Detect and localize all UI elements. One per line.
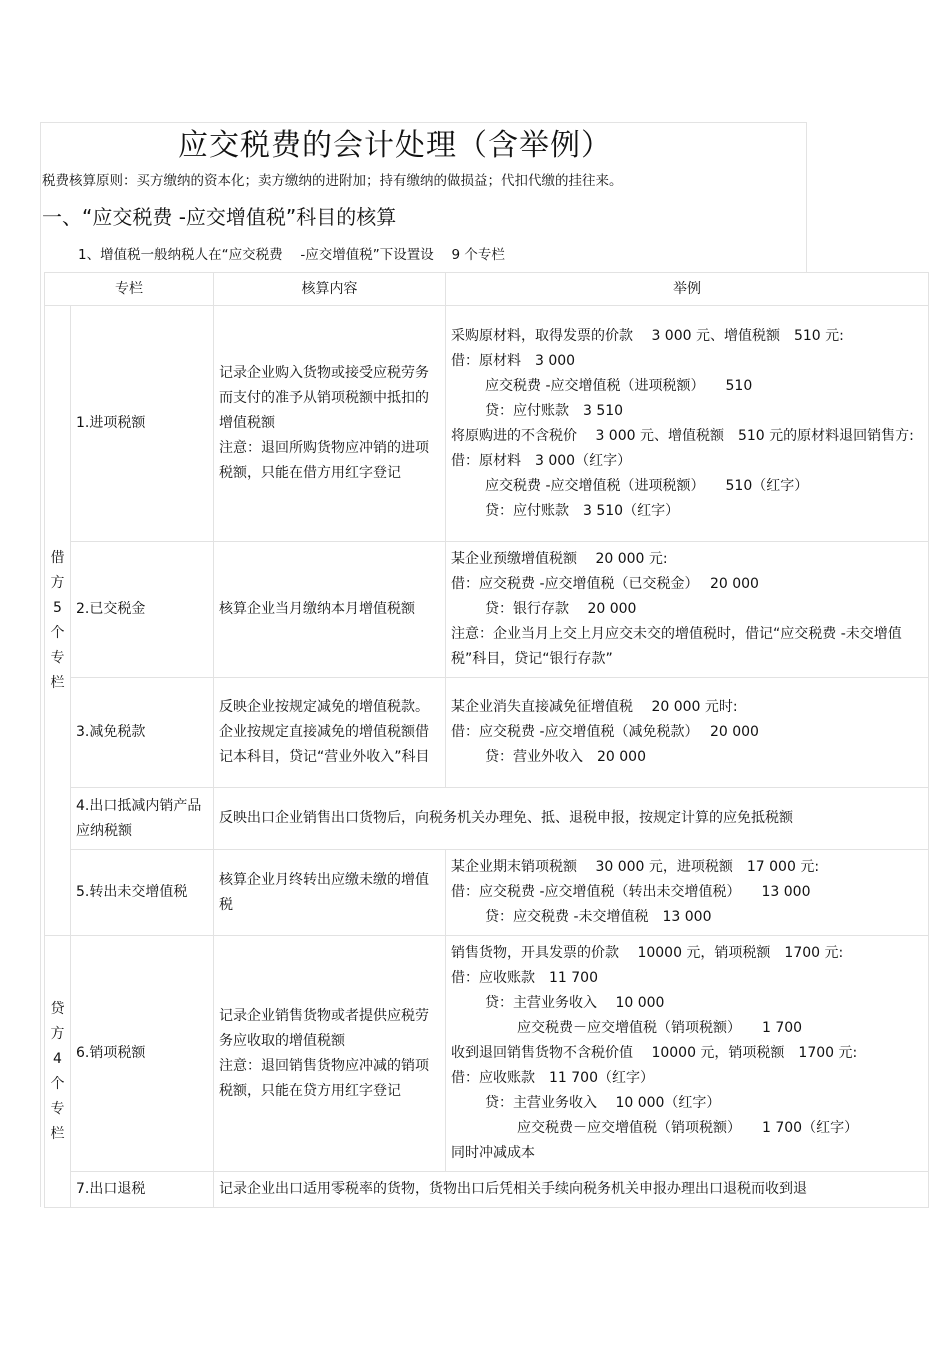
- row-content-text: 记录企业销售货物或者提供应税劳务应收取的增值税额 注意：退回销售货物应冲减的销项税额，只能在贷方用红字登记: [219, 1007, 429, 1099]
- table-row: [45, 936, 929, 1172]
- example-line: 应交税费 -应交增值税（进项税额） 510（红字）: [485, 477, 809, 494]
- example-line: 收到退回销售货物不含税价值 10000 元，销项税额 1700 元:: [451, 1045, 858, 1061]
- row-item: 6.销项税额: [71, 936, 214, 1172]
- example-line: 借：应收账款 11 700（红字）: [451, 1070, 654, 1086]
- example-line: 贷：营业外收入 20 000: [485, 749, 646, 765]
- row-content: 记录企业出口适用零税率的货物，货物出口后凭相关手续向税务机关申报办理出口退税而收到退: [214, 1172, 929, 1208]
- example-line: 应交税费 -应交增值税（进项税额） 510: [485, 377, 753, 394]
- group-credit-label: 贷方4个专栏: [50, 1000, 65, 1142]
- subsection-text: 1、增值税一般纳税人在“应交税费 -应交增值税”下设置设 9 个专栏: [78, 247, 505, 263]
- row-content: 反映出口企业销售出口货物后，向税务机关办理免、抵、退税申报，按规定计算的应免抵税额: [214, 788, 929, 850]
- row-item: 5.转出未交增值税: [71, 850, 214, 936]
- group-debit-label: 借方5个专栏: [50, 549, 65, 691]
- row-example: [446, 542, 929, 678]
- row-content: [214, 306, 446, 542]
- example-line: 采购原材料，取得发票的价款 3 000 元、增值税额 510 元:: [451, 327, 844, 344]
- section-heading: 一、“应交税费 -应交增值税”科目的核算: [42, 205, 397, 229]
- example-line: 贷：主营业务收入 10 000: [485, 995, 665, 1011]
- example-line: 借：原材料 3 000（红字）: [451, 452, 632, 469]
- example-line: 借：应交税费 -应交增值税（减免税款） 20 000: [451, 724, 759, 740]
- example-line: 应交税费－应交增值税（销项税额） 1 700: [517, 1020, 803, 1036]
- row-item: 4.出口抵减内销产品应纳税额: [71, 788, 214, 850]
- vat-accounts-table: [44, 272, 929, 1208]
- row-example: [446, 936, 929, 1172]
- row-example: [446, 850, 929, 936]
- table-row: [45, 678, 929, 788]
- group-credit: [45, 936, 71, 1208]
- example-line: 贷：主营业务收入 10 000（红字）: [485, 1095, 721, 1111]
- example-line: 贷：应付账款 3 510: [485, 402, 624, 419]
- table-row: [45, 788, 929, 850]
- row-content: 反映企业按规定减免的增值税款。企业按规定直接减免的增值税额借记本科目，贷记“营业外收入”科目: [214, 678, 446, 788]
- example-line: 销售货物，开具发票的价款 10000 元，销项税额 1700 元:: [451, 945, 844, 961]
- example-line: 将原购进的不含税价 3 000 元、增值税额 510 元的原材料退回销售方:: [451, 427, 914, 444]
- table-row: [45, 1172, 929, 1208]
- example-line: 某企业期末销项税额 30 000 元，进项税额 17 000 元:: [451, 859, 820, 875]
- page-frame-right: [806, 122, 807, 272]
- header-content: 核算内容: [214, 273, 446, 306]
- row-content: [214, 936, 446, 1172]
- example-line: 同时冲减成本: [451, 1145, 535, 1161]
- group-debit: [45, 306, 71, 936]
- example-line: 应交税费－应交增值税（销项税额） 1 700（红字）: [517, 1120, 859, 1136]
- row-item: 1.进项税额: [71, 306, 214, 542]
- row-item: 7.出口退税: [71, 1172, 214, 1208]
- page-frame-left: [40, 122, 41, 1207]
- example-line: 借：应交税费 -应交增值税（转出未交增值税） 13 000: [451, 884, 811, 900]
- row-example: [446, 306, 929, 542]
- row-content: 核算企业当月缴纳本月增值税额: [214, 542, 446, 678]
- row-example: [446, 678, 929, 788]
- principle-text: 税费核算原则：买方缴纳的资本化；卖方缴纳的进附加；持有缴纳的做损益；代扣代缴的挂往来。: [42, 173, 623, 189]
- row-item: 3.减免税款: [71, 678, 214, 788]
- example-line: 借：原材料 3 000: [451, 352, 576, 369]
- example-line: 借：应收账款 11 700: [451, 970, 598, 986]
- example-line: 某企业消失直接减免征增值税 20 000 元时:: [451, 699, 738, 715]
- example-line: 借：应交税费 -应交增值税（已交税金） 20 000: [451, 576, 759, 592]
- page-frame-top: [40, 122, 807, 123]
- example-line: 贷：应付账款 3 510（红字）: [485, 502, 680, 519]
- example-line: 注意：企业当月上交上月应交未交的增值税时，借记“应交税费 -未交增值税”科目，贷记“银行存款”: [451, 626, 902, 667]
- example-line: 贷：应交税费 -未交增值税 13 000: [485, 909, 712, 925]
- header-example: 举例: [446, 273, 929, 306]
- header-column: 专栏: [45, 273, 214, 306]
- row-item: 2.已交税金: [71, 542, 214, 678]
- page-title: 应交税费的会计处理（含举例）: [178, 128, 612, 163]
- row-content: 核算企业月终转出应缴未缴的增值税: [214, 850, 446, 936]
- row-content-text: 记录企业购入货物或接受应税劳务而支付的准予从销项税额中抵扣的增值税额 注意：退回所购货物应冲销的进项税额，只能在借方用红字登记: [219, 365, 429, 481]
- table-row: [45, 306, 929, 542]
- table-row: [45, 542, 929, 678]
- example-line: 某企业预缴增值税额 20 000 元:: [451, 551, 668, 567]
- table-header-row: [45, 273, 929, 306]
- table-row: [45, 850, 929, 936]
- example-line: 贷：银行存款 20 000: [485, 601, 637, 617]
